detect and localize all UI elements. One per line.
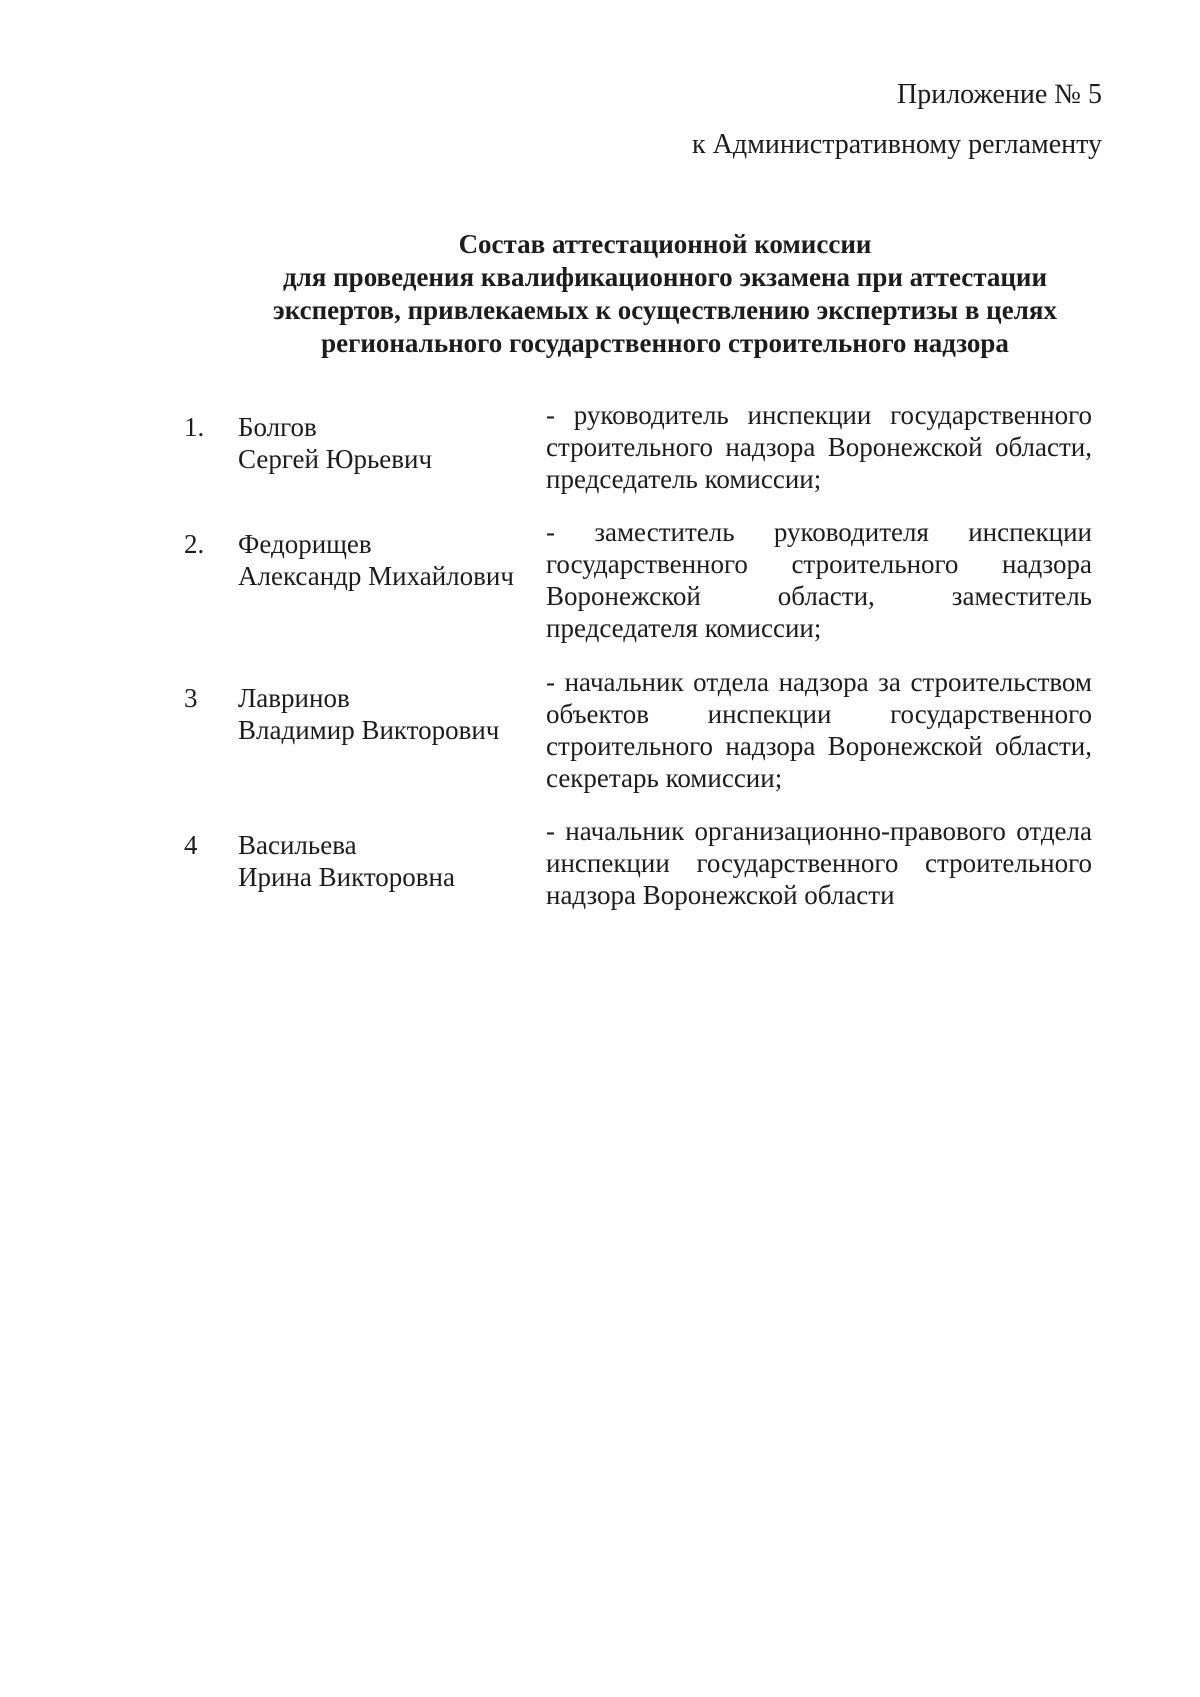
member-number: 1.	[184, 412, 205, 442]
title-line-4: регионального государственного строительного надзора	[321, 328, 1009, 358]
document-title	[230, 228, 1100, 360]
member-role: - руководитель инспекции государственного строительного надзора Воронежской области, председатель комиссии;	[546, 400, 1092, 494]
title-line-2: для проведения квалификационного экзамена при аттестации	[282, 262, 1048, 292]
title-line-3: экспертов, привлекаемых к осуществлению экспертизы в целях	[273, 295, 1057, 325]
member-name	[238, 829, 538, 893]
member-number: 4	[184, 830, 198, 860]
appendix-reference: к Административному регламенту	[692, 129, 1102, 160]
member-given-names: Сергей Юрьевич	[238, 444, 433, 474]
member-name	[238, 411, 538, 475]
member-number: 2.	[184, 529, 205, 559]
member-name	[238, 682, 538, 746]
member-given-names: Александр Михайлович	[238, 561, 514, 591]
member-name	[238, 528, 538, 592]
member-given-names: Ирина Викторовна	[238, 862, 455, 892]
title-line-1: Состав аттестационной комиссии	[458, 229, 872, 259]
member-surname: Федорищев	[238, 529, 372, 559]
member-role: - начальник отдела надзора за строительством объектов инспекции государственного строительного надзора Воронежской области, секретарь комиссии;	[546, 667, 1092, 793]
member-given-names: Владимир Викторович	[238, 715, 500, 745]
member-surname: Лавринов	[238, 683, 350, 713]
member-role: - заместитель руководителя инспекции государственного строительного надзора Воронежской области, заместитель председателя комиссии;	[546, 517, 1092, 643]
member-role: - начальник организационно-правового отдела инспекции государственного строительного надзора Воронежской области	[546, 816, 1092, 910]
member-surname: Васильева	[238, 830, 357, 860]
member-number: 3	[184, 683, 198, 713]
member-surname: Болгов	[238, 412, 317, 442]
appendix-number: Приложение № 5	[897, 79, 1102, 110]
